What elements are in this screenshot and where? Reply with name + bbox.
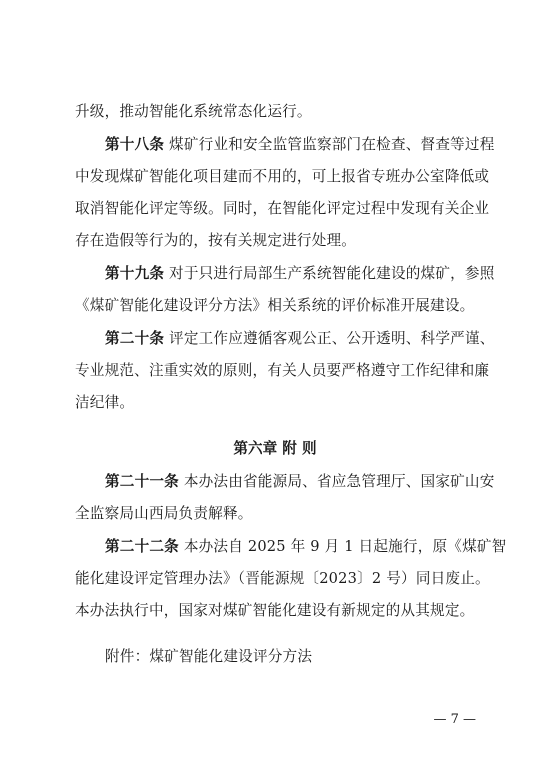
article-22-heading: 第二十二条 — [105, 538, 179, 555]
article-20-paragraph — [105, 330, 505, 348]
text-line: 取消智能化评定等级。同时，在智能化评定过程中发现有关企业 — [75, 200, 490, 217]
article-21-heading: 第二十一条 — [105, 473, 179, 490]
text-line: 存在造假等行为的，按有关规定进行处理。 — [75, 232, 357, 249]
text-line: 本办法执行中，国家对煤矿智能化建设有新规定的从其规定。 — [75, 602, 475, 619]
attachment-line: 附件：煤矿智能化建设评分方法 — [105, 648, 313, 665]
article-20-heading: 第二十条 — [105, 330, 165, 347]
article-21-paragraph — [105, 473, 505, 491]
text-line: 能化建设评定管理办法》（晋能源规〔2023〕2 号）同日废止。 — [75, 570, 490, 587]
text-line: 洁纪律。 — [75, 394, 135, 411]
article-19-text: 对于只进行局部生产系统智能化建设的煤矿，参照 — [169, 265, 495, 282]
text-line: 专业规范、注重实效的原则，有关人员要严格遵守工作纪律和廉 — [75, 362, 490, 379]
article-22-text: 本办法自 2025 年 9 月 1 日起施行，原《煤矿智 — [183, 538, 507, 555]
article-18-paragraph — [105, 136, 505, 154]
article-19-heading: 第十九条 — [105, 265, 165, 282]
article-20-text: 评定工作应遵循客观公正、公开透明、科学严谨、 — [169, 330, 495, 347]
text-line: 《煤矿智能化建设评分方法》相关系统的评价标准开展建设。 — [75, 297, 475, 314]
chapter-heading: 第六章 附 则 — [233, 440, 317, 457]
text-line: 全监察局山西局负责解释。 — [75, 505, 253, 522]
article-19-paragraph — [105, 265, 505, 283]
article-21-text: 本办法由省能源局、省应急管理厅、国家矿山安 — [183, 473, 495, 490]
article-18-heading: 第十八条 — [105, 136, 165, 153]
article-22-paragraph — [105, 538, 505, 556]
text-line: 中发现煤矿智能化项目建而不用的，可上报省专班办公室降低或 — [75, 168, 490, 185]
page-number: — 7 — — [433, 712, 476, 727]
article-18-text: 煤矿行业和安全监管监察部门在检查、督查等过程 — [169, 136, 495, 153]
text-line: 升级，推动智能化系统常态化运行。 — [75, 103, 312, 120]
